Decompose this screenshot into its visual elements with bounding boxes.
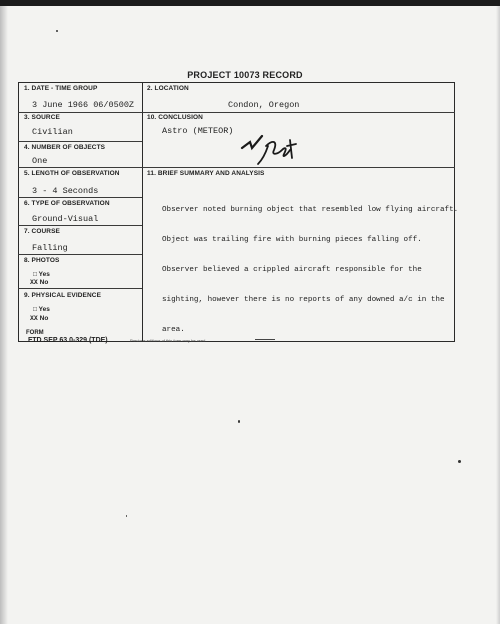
location-label: 2. LOCATION: [147, 85, 189, 92]
summary-line: Observer believed a crippled aircraft responsible for the: [162, 266, 422, 274]
course-value: Falling: [32, 243, 68, 253]
row-divider: [18, 112, 142, 113]
footer-rule: [255, 339, 275, 340]
checkbox-empty-icon: □: [33, 306, 37, 313]
row-divider: [18, 167, 455, 168]
summary-text: [162, 185, 462, 345]
summary-line: Object was trailing fire with burning pieces falling off.: [162, 236, 422, 244]
form-number: FTD SEP 63 0-329 (TDE): [28, 337, 108, 344]
row-divider: [18, 288, 142, 289]
scan-speck: [126, 515, 127, 517]
check-mark: XX: [30, 315, 38, 322]
date-time-value: 3 June 1966 06/0500Z: [32, 100, 135, 110]
physical-evidence-no-label: No: [39, 315, 49, 322]
record-title: PROJECT 10073 RECORD: [187, 70, 303, 80]
check-mark: XX: [30, 279, 38, 286]
row-divider: [18, 225, 142, 226]
conclusion-label: 10. CONCLUSION: [147, 114, 203, 121]
form-note: Previous editions of this form may be used.: [130, 338, 207, 343]
scan-left-shadow: [0, 6, 8, 624]
length-of-observation-value: 3 - 4 Seconds: [32, 186, 99, 196]
page-top-edge: [0, 0, 500, 6]
length-of-observation-label: 5. LENGTH OF OBSERVATION: [24, 170, 120, 177]
summary-line: area.: [162, 326, 185, 334]
location-value: Condon, Oregon: [228, 100, 300, 110]
column-divider: [142, 82, 143, 342]
course-label: 7. COURSE: [24, 228, 60, 235]
summary-label: 11. BRIEF SUMMARY AND ANALYSIS: [147, 170, 265, 177]
source-value: Civilian: [32, 127, 73, 137]
row-divider: [18, 141, 142, 142]
scan-speck: [56, 30, 58, 32]
summary-line: sighting, however there is no reports of any downed a/c in the: [162, 296, 445, 304]
conclusion-value: Astro (METEOR): [162, 126, 234, 136]
physical-evidence-label: 9. PHYSICAL EVIDENCE: [24, 292, 102, 299]
date-time-label: 1. DATE - TIME GROUP: [24, 85, 98, 92]
source-label: 3. SOURCE: [24, 114, 60, 121]
physical-evidence-yes-label: Yes: [38, 306, 50, 313]
form-label: FORM: [26, 330, 44, 336]
physical-evidence-yes-option: [33, 306, 50, 313]
row-divider: [18, 197, 142, 198]
scan-right-shadow: [496, 6, 500, 624]
number-of-objects-value: One: [32, 156, 48, 166]
photos-yes-option: [33, 271, 50, 278]
type-of-observation-value: Ground-Visual: [32, 214, 99, 224]
handwritten-signature: [240, 128, 300, 168]
number-of-objects-label: 4. NUMBER OF OBJECTS: [24, 144, 106, 151]
photos-yes-label: Yes: [38, 271, 50, 278]
photos-label: 8. PHOTOS: [24, 257, 60, 264]
photos-no-label: No: [39, 279, 49, 286]
row-divider: [18, 254, 142, 255]
physical-evidence-no-option: [30, 315, 48, 322]
checkbox-empty-icon: □: [33, 271, 37, 278]
row-divider: [142, 112, 455, 113]
type-of-observation-label: 6. TYPE OF OBSERVATION: [24, 200, 110, 207]
scan-speck: [238, 420, 240, 423]
scan-speck: [458, 460, 461, 463]
summary-line: Observer noted burning object that resembled low flying aircraft.: [162, 206, 459, 214]
photos-no-option: [30, 279, 48, 286]
